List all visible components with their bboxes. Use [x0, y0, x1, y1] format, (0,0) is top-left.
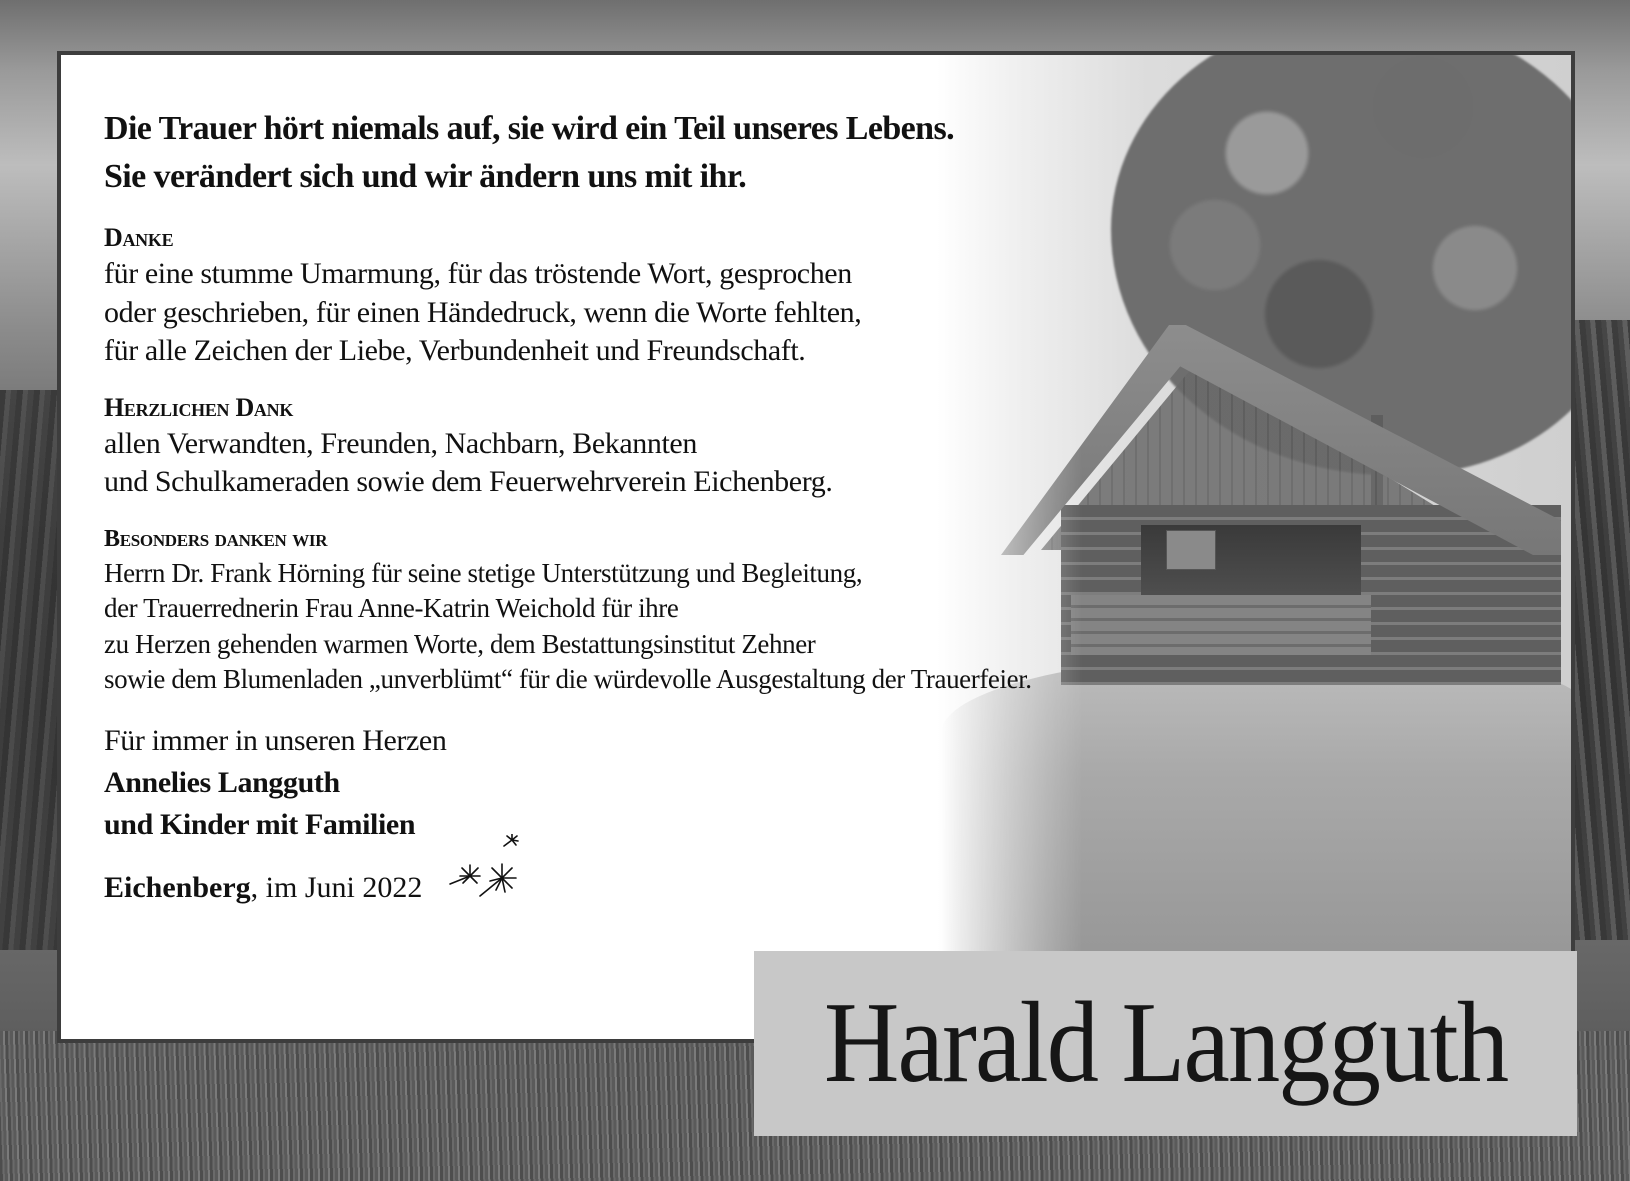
section-line: Herrn Dr. Frank Hörning für seine stetige Unterstützung und Begleitung, [104, 557, 863, 588]
mourner-name: Annelies Langguth [104, 765, 340, 799]
section-herzlichen-dank [104, 391, 1154, 502]
notice-panel [57, 51, 1575, 1043]
motto-line-1: Die Trauer hört niemals auf, sie wird ein Teil unseres Lebens. [104, 110, 954, 147]
notice-text [104, 105, 1154, 915]
section-line: für alle Zeichen der Liebe, Verbundenheit und Freundschaft. [104, 334, 806, 367]
background-forest-right [1575, 320, 1630, 940]
section-besonders-danken [104, 522, 1154, 698]
mourner-family: und Kinder mit Familien [104, 807, 416, 841]
deceased-name: Harald Langguth [823, 979, 1508, 1107]
section-title: Danke [104, 223, 174, 252]
section-line: allen Verwandten, Freunden, Nachbarn, Bekannten [104, 426, 697, 460]
place-date-line [104, 862, 1154, 915]
section-line: oder geschrieben, für einen Händedruck, wenn die Worte fehlten, [104, 295, 862, 329]
cabin-sign-image [1166, 530, 1216, 570]
section-line: zu Herzen gehenden warmen Worte, dem Bestattungsinstitut Zehner [104, 628, 816, 659]
deceased-name-banner [754, 951, 1577, 1136]
date-text: , im Juni 2022 [250, 871, 423, 905]
section-title: Herzlichen Dank [104, 392, 294, 422]
section-line: der Trauerrednerin Frau Anne-Katrin Weichold für ihre [104, 593, 679, 624]
closing-intro: Für immer in unseren Herzen [104, 723, 447, 757]
section-danke [104, 221, 1154, 371]
place-name: Eichenberg [104, 871, 251, 905]
closing-block [104, 720, 1154, 846]
section-line: und Schulkameraden sowie dem Feuerwehrverein Eichenberg. [104, 465, 833, 498]
section-line: sowie dem Blumenladen „unverblümt“ für die würdevolle Ausgestaltung der Trauerfeier. [104, 664, 1032, 695]
section-line: für eine stumme Umarmung, für das tröstende Wort, gesprochen [104, 257, 852, 290]
motto-line-2: Sie verändert sich und wir ändern uns mit ihr. [104, 158, 747, 195]
section-title: Besonders danken wir [104, 525, 328, 552]
dandelion-seeds-icon [440, 834, 530, 915]
